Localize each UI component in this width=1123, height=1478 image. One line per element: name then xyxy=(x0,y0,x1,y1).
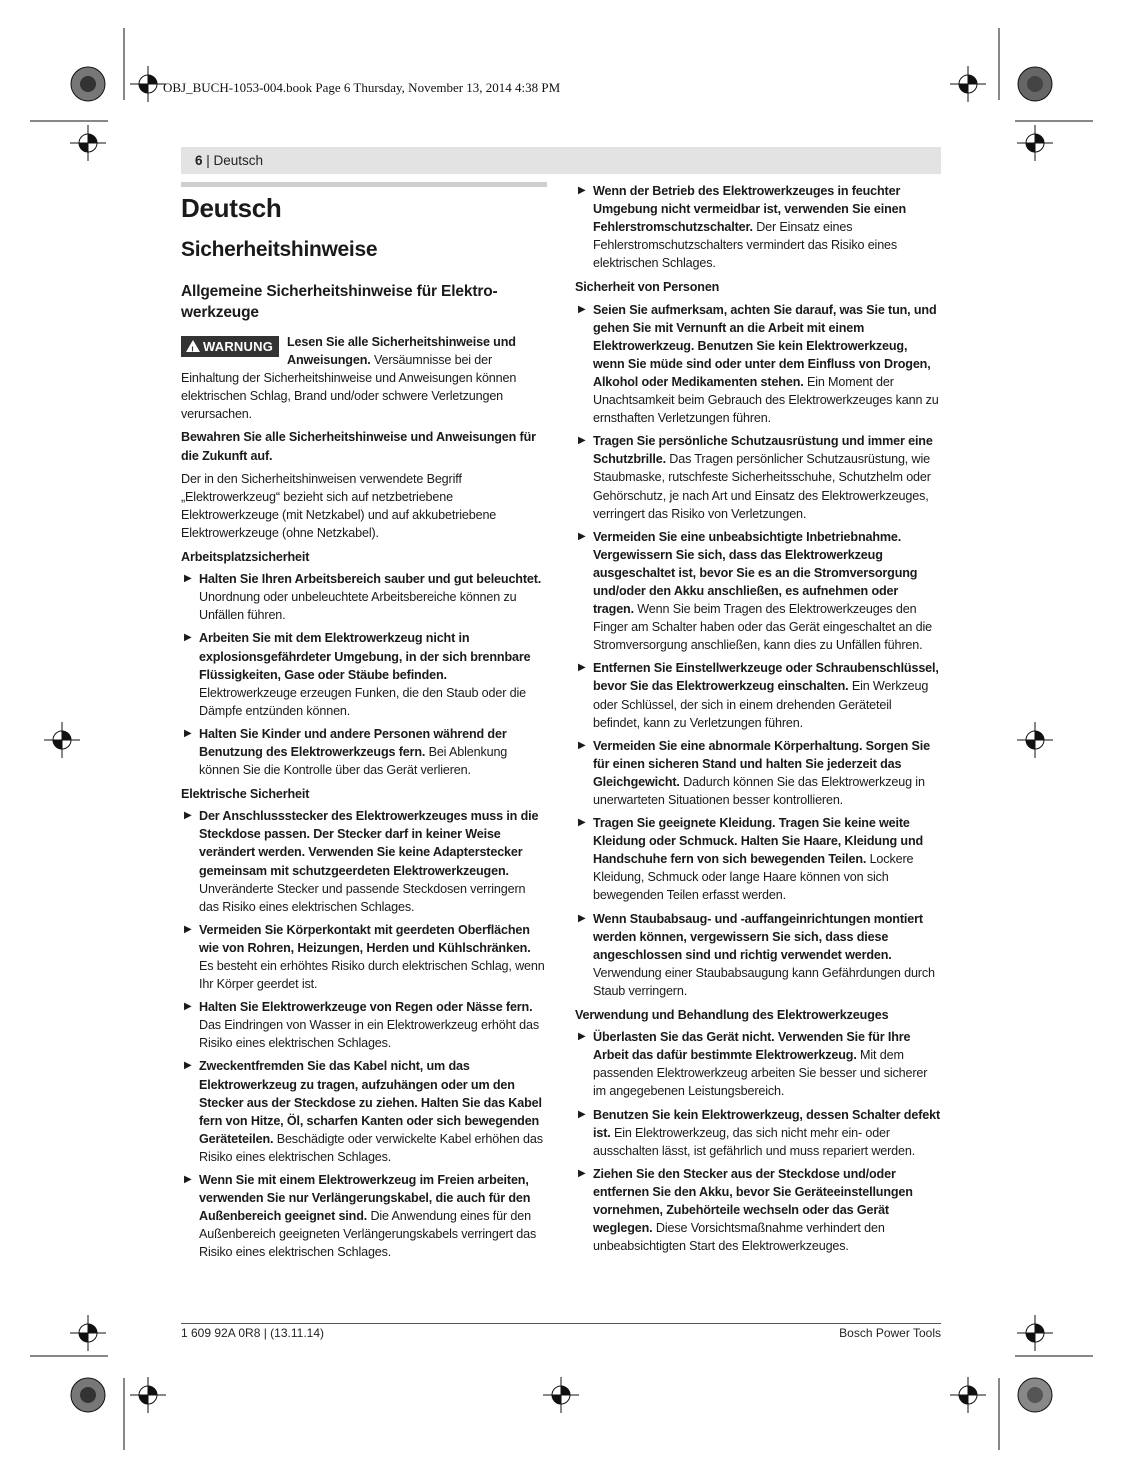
page-number: 6 xyxy=(195,153,203,168)
warning-badge-label: WARNUNG xyxy=(203,339,274,354)
bullet-arrow-icon: ▶ xyxy=(184,810,192,822)
item-text: Es besteht ein erhöhtes Risiko durch elektrischen Schlag, wenn Ihr Körper geerdet ist. xyxy=(199,959,545,992)
list-item xyxy=(575,528,941,655)
bullet-arrow-icon: ▶ xyxy=(578,435,586,447)
list-item xyxy=(575,182,941,272)
footer-doc-number: 1 609 92A 0R8 | (13.11.14) xyxy=(181,1326,324,1340)
bullet-arrow-icon: ▶ xyxy=(578,1108,586,1120)
footer-rule xyxy=(181,1323,941,1324)
item-text: Unordnung oder unbeleuchtete Arbeitsbereiche können zu Unfällen führen. xyxy=(199,590,517,623)
item-text: Verwendung einer Staubabsaugung kann Gefährdungen durch Staub verringern. xyxy=(593,965,935,998)
item-bold: Halten Sie Elektrowerkzeuge von Regen oder Nässe fern. xyxy=(199,1000,533,1015)
item-bold: Ziehen Sie den Stecker aus der Steckdose und/oder entfernen Sie den Akku, bevor Sie Geräteeinstellungen vornehmen, Zubehörteile wechseln oder das Gerät weglegen. xyxy=(593,1166,913,1236)
bullet-arrow-icon: ▶ xyxy=(184,573,192,585)
header-separator: | xyxy=(202,153,214,168)
list-item xyxy=(181,1171,547,1261)
definition-paragraph: Der in den Sicherheitshinweisen verwendete Begriff „Elektrowerkzeug“ bezieht sich auf netzbetriebene Elektrowerkzeuge (mit Netzkabel) und auf akkubetriebene Elektrowerkzeuge (ohne Netzkabel). xyxy=(181,471,497,540)
file-header: OBJ_BUCH-1053-004.book Page 6 Thursday, November 13, 2014 4:38 PM xyxy=(163,80,561,95)
right-sections xyxy=(575,278,941,1255)
bullet-arrow-icon: ▶ xyxy=(184,1060,192,1072)
header-section: Deutsch xyxy=(213,153,264,168)
item-text: Ein Werkzeug oder Schlüssel, der sich in einem drehenden Geräteteil befindet, kann zu Verletzungen führen. xyxy=(593,679,929,730)
list-item xyxy=(575,659,941,731)
list-item xyxy=(181,725,547,779)
bullet-arrow-icon: ▶ xyxy=(184,1174,192,1186)
bullet-arrow-icon: ▶ xyxy=(578,817,586,829)
list-item xyxy=(181,807,547,916)
list-item xyxy=(575,814,941,904)
list-item xyxy=(181,1057,547,1166)
item-bold: Wenn Staubabsaug- und -auffangeinrichtungen montiert werden können, vergewissern Sie sich, dass diese angeschlossen sind und richtig verwendet werden. xyxy=(593,911,923,962)
warning-text: Versäumnisse bei der Einhaltung der Sicherheitshinweise und Anweisungen können elektrischen Schlag, Brand und/oder schwere Verletzungen verursachen. xyxy=(181,353,517,422)
warning-bold: Lesen Sie alle Sicherheitshinweise und Anweisungen. xyxy=(287,335,516,368)
footer-brand: Bosch Power Tools xyxy=(839,1326,941,1340)
bullet-arrow-icon: ▶ xyxy=(184,727,192,739)
page-title: Deutsch xyxy=(181,193,282,223)
item-text: Unveränderte Stecker und passende Steckdosen verringern das Risiko eines elektrischen Schlages. xyxy=(199,881,526,914)
item-bold: Überlasten Sie das Gerät nicht. Verwenden Sie für Ihre Arbeit das dafür bestimmte Elektrowerkzeug. xyxy=(593,1030,911,1063)
running-header xyxy=(181,147,941,174)
list-item xyxy=(181,998,547,1052)
list-item xyxy=(181,629,547,719)
item-bold: Benutzen Sie kein Elektrowerkzeug, dessen Schalter defekt ist. xyxy=(593,1107,940,1140)
item-bold: Tragen Sie persönliche Schutzausrüstung und immer eine Schutzbrille. xyxy=(593,434,933,467)
list-item xyxy=(575,1028,941,1100)
list-item xyxy=(575,910,941,1000)
bullet-arrow-icon: ▶ xyxy=(184,923,192,935)
section-title: Sicherheitshinweise xyxy=(181,238,378,261)
item-bold: Seien Sie aufmerksam, achten Sie darauf, was Sie tun, und gehen Sie mit Vernunft an die Arbeit mit einem Elektrowerkzeug. Benutzen Sie kein Elektrowerkzeug, wenn Sie müde sind oder unter dem Einfluss von Drogen, Alkohol oder Medikamenten stehen. xyxy=(593,302,937,389)
subsection-heading: Arbeitsplatzsicherheit xyxy=(181,550,310,565)
list-item xyxy=(575,301,941,428)
item-bold: Wenn der Betrieb des Elektrowerkzeuges in feuchter Umgebung nicht vermeidbar ist, verwenden Sie einen Fehlerstromschutzschalter. xyxy=(593,184,907,235)
item-text: Dadurch können Sie das Elektrowerkzeug in unerwarteten Situationen besser kontrollieren. xyxy=(593,774,925,807)
right-column xyxy=(575,182,941,1260)
item-bold: Wenn Sie mit einem Elektrowerkzeug im Freien arbeiten, verwenden Sie nur Verlängerungskabel, die auch für den Außenbereich geeignet sind. xyxy=(199,1173,531,1224)
bullet-arrow-icon: ▶ xyxy=(578,739,586,751)
list-item xyxy=(181,921,547,993)
item-text: Wenn Sie beim Tragen des Elektrowerkzeuges den Finger am Schalter haben oder das Gerät eingeschaltet an die Stromversorgung anschließen, kann dies zu Unfällen führen. xyxy=(593,602,932,653)
item-text: Ein Moment der Unachtsamkeit beim Gebrauch des Elektrowerkzeuges kann zu ernsthaften Verletzungen führen. xyxy=(593,374,939,426)
subsection-heading: Elektrische Sicherheit xyxy=(181,787,310,802)
bullet-arrow-icon: ▶ xyxy=(578,1167,586,1179)
left-sections xyxy=(181,548,547,1261)
item-text: Beschädigte oder verwickelte Kabel erhöhen das Risiko eines elektrischen Schlages. xyxy=(199,1131,543,1164)
item-bold: Zweckentfremden Sie das Kabel nicht, um das Elektrowerkzeug zu tragen, aufzuhängen oder um den Stecker aus der Steckdose zu ziehen. Halten Sie das Kabel fern von Hitze, Öl, scharfen Kanten oder sich bewegenden Geräteteilen. xyxy=(199,1059,542,1146)
item-text: Das Eindringen von Wasser in ein Elektrowerkzeug erhöht das Risiko eines elektrischen Schlages. xyxy=(199,1018,539,1051)
keep-instructions-notice: Bewahren Sie alle Sicherheitshinweise und Anweisungen für die Zukunft auf. xyxy=(181,430,536,463)
item-text: Mit dem passenden Elektrowerkzeug arbeiten Sie besser und sicherer im angegebenen Leistungsbereich. xyxy=(593,1048,928,1099)
item-text: Das Tragen persönlicher Schutzausrüstung, wie Staubmaske, rutschfeste Sicherheitsschuhe, Schutzhelm oder Gehörschutz, je nach Art und Einsatz des Elektrowerkzeuges, verringert das Risiko von Verletzungen. xyxy=(593,452,931,521)
item-bold: Vermeiden Sie eine abnormale Körperhaltung. Sorgen Sie für einen sicheren Stand und halten Sie jederzeit das Gleichgewicht. xyxy=(593,738,930,789)
item-bold: Tragen Sie geeignete Kleidung. Tragen Sie keine weite Kleidung oder Schmuck. Halten Sie Haare, Kleidung und Handschuhe fern von sich bewegenden Teilen. xyxy=(593,816,924,867)
list-item xyxy=(575,1106,941,1160)
list-item xyxy=(575,432,941,522)
item-bold: Entfernen Sie Einstellwerkzeuge oder Schraubenschlüssel, bevor Sie das Elektrowerkzeug einschalten. xyxy=(593,661,939,694)
subsection-heading: Verwendung und Behandlung des Elektrowerkzeuges xyxy=(575,1008,889,1023)
item-bold: Halten Sie Kinder und andere Personen während der Benutzung des Elektrowerkzeugs fern. xyxy=(199,726,507,759)
bullet-arrow-icon: ▶ xyxy=(578,662,586,674)
bullet-arrow-icon: ▶ xyxy=(184,632,192,644)
item-bold: Arbeiten Sie mit dem Elektrowerkzeug nicht in explosionsgefährdeter Umgebung, in der sich brennbare Flüssigkeiten, Gase oder Stäube befinden. xyxy=(199,631,531,682)
bullet-arrow-icon: ▶ xyxy=(578,1031,586,1043)
list-item xyxy=(575,737,941,809)
item-bold: Der Anschlussstecker des Elektrowerkzeuges muss in die Steckdose passen. Der Stecker darf in keiner Weise verändert werden. Verwenden Sie keine Adapterstecker gemeinsam mit schutzgeerdeten Elektrowerkzeugen. xyxy=(199,809,539,878)
left-column xyxy=(181,182,547,1267)
warning-badge xyxy=(181,336,279,357)
item-bold: Vermeiden Sie eine unbeabsichtigte Inbetriebnahme. Vergewissern Sie sich, dass das Elektrowerkzeug ausgeschaltet ist, bevor Sie es an die Stromversorgung und/oder den Akku anschließen, es aufnehmen oder tragen. xyxy=(593,529,918,617)
item-bold: Vermeiden Sie Körperkontakt mit geerdeten Oberflächen wie von Rohren, Heizungen, Herden und Kühlschränken. xyxy=(199,922,531,955)
warning-triangle-icon xyxy=(186,340,200,352)
running-header-text xyxy=(195,153,263,168)
bullet-arrow-icon: ▶ xyxy=(578,912,586,924)
item-bold: Halten Sie Ihren Arbeitsbereich sauber und gut beleuchtet. xyxy=(199,572,542,587)
title-rule xyxy=(181,182,547,187)
item-text: Diese Vorsichtsmaßnahme verhindert den unbeabsichtigten Start des Elektrowerkzeuges. xyxy=(593,1221,885,1254)
item-text: Die Anwendung eines für den Außenbereich geeigneten Verlängerungskabels verringert das Risiko eines elektrischen Schlages. xyxy=(199,1209,537,1260)
item-text: Ein Elektrowerkzeug, das sich nicht mehr ein- oder ausschalten lässt, ist gefährlich und muss repariert werden. xyxy=(593,1125,916,1158)
item-text: Lockere Kleidung, Schmuck oder lange Haare können von sich bewegenden Teilen erfasst werden. xyxy=(593,852,914,903)
item-text: Elektrowerkzeuge erzeugen Funken, die den Staub oder die Dämpfe entzünden können. xyxy=(199,685,526,718)
bullet-arrow-icon: ▶ xyxy=(578,185,586,196)
subsection-heading: Sicherheit von Personen xyxy=(575,280,720,295)
item-text: Der Einsatz eines Fehlerstromschutzschalters vermindert das Risiko eines elektrischen Schlages. xyxy=(593,220,898,271)
warning-paragraph xyxy=(181,333,547,423)
bullet-arrow-icon: ▶ xyxy=(184,1001,192,1013)
item-text: Bei Ablenkung können Sie die Kontrolle über das Gerät verlieren. xyxy=(199,744,508,778)
bullet-arrow-icon: ▶ xyxy=(578,530,586,542)
bullet-arrow-icon: ▶ xyxy=(578,303,586,315)
subsection-title: Allgemeine Sicherheitshinweise für Elektro-werkzeuge xyxy=(181,283,498,321)
list-item xyxy=(575,1165,941,1255)
list-item xyxy=(181,570,547,624)
